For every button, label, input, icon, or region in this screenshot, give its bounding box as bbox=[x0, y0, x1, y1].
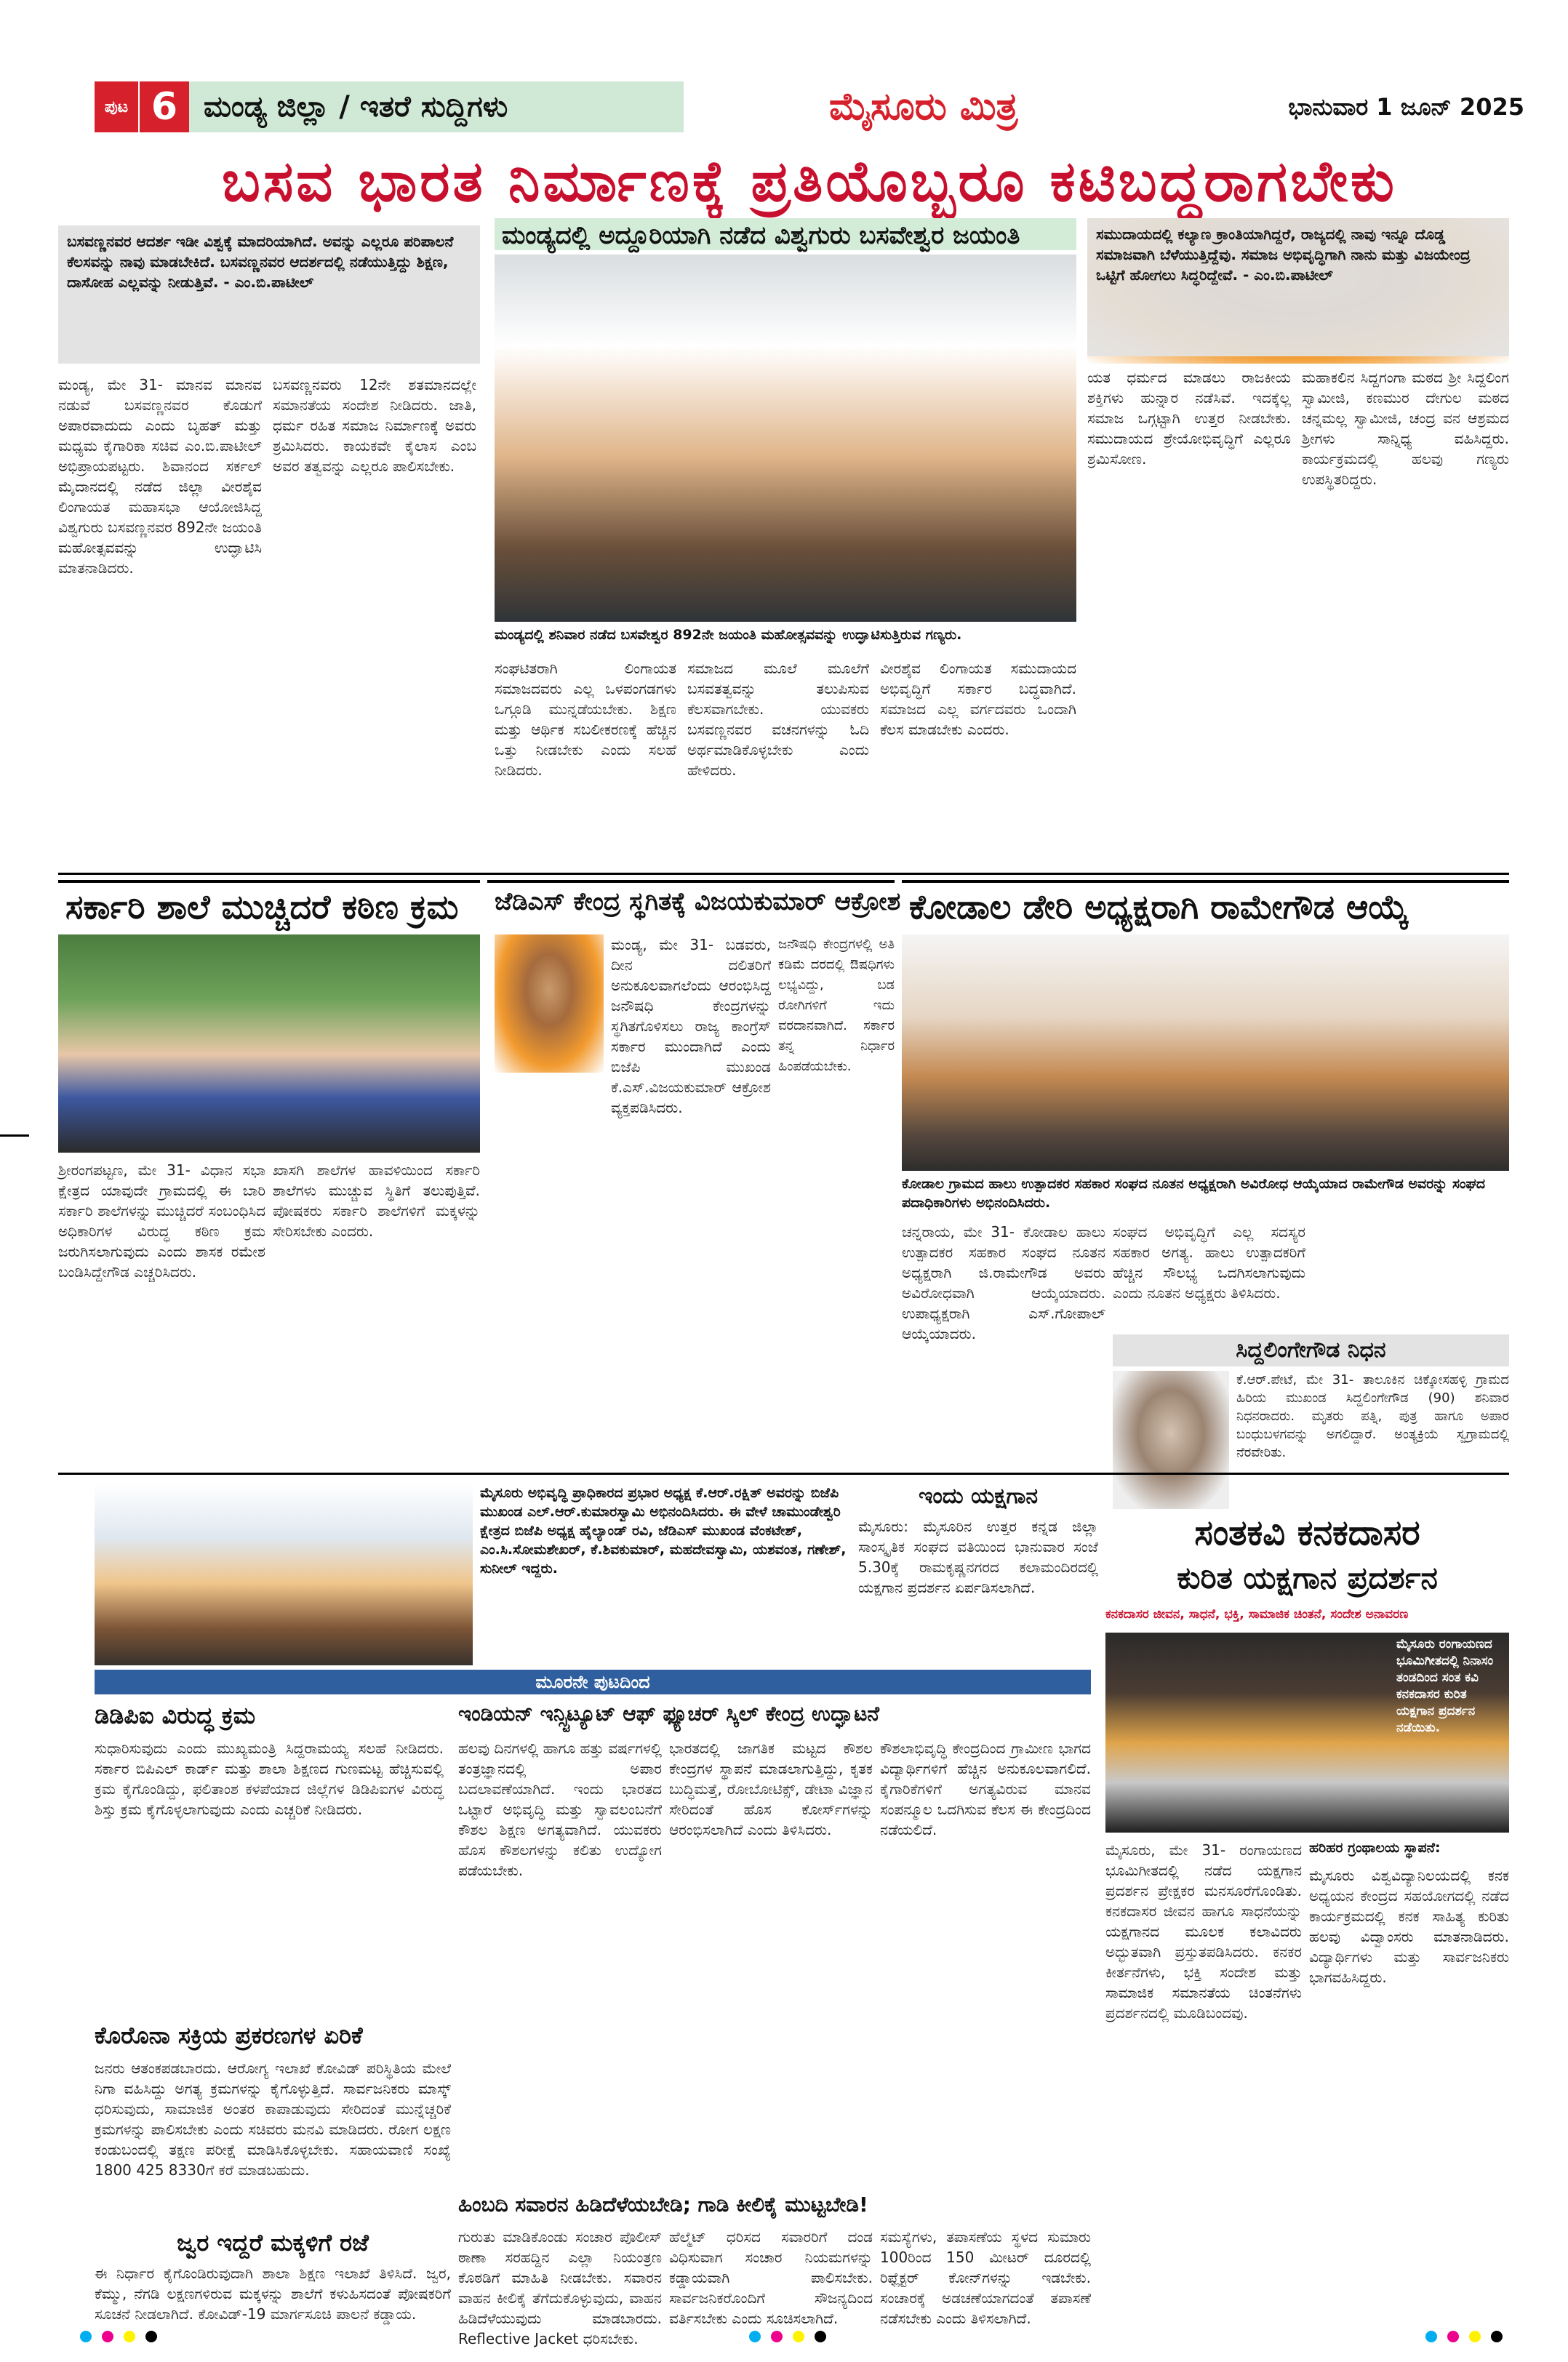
felicitation-caption: ಮೈಸೂರು ಅಭಿವೃದ್ಧಿ ಪ್ರಾಧಿಕಾರದ ಪ್ರಭಾರ ಅಧ್ಯಕ್ಷ ಕೆ.ಆರ್.ರಕ್ಷಿತ್ ಅವರನ್ನು ಬಿಜೆಪಿ ಮುಖಂಡ ಎಲ್.ಆರ್.ಕುಮಾರಸ್ವಾಮಿ ಅಭಿನಂದಿಸಿದರು. ಈ ವೇಳೆ ಚಾಮುಂಡೇಶ್ವರಿ ಕ್ಷೇತ್ರದ ಬಿಜೆಪಿ ಅಧ್ಯಕ್ಷ ಹೈಲ್ಯಾಂಡ್ ರವಿ, ಜೆಡಿಎಸ್ ಮುಖಂಡ ವೆಂಕಟೇಶ್, ಎಂ.ಸಿ.ಸೋಮಶೇಖರ್, ಕೆ.ಶಿವಕುಮಾರ್, ಮಹದೇವಸ್ವಾಮಿ, ಯಶವಂತ, ಗಣೇಶ್, ಸುನೀಲ್ ಇದ್ದರು. bbox=[480, 1485, 847, 1577]
kanakadasa-body: ಮೈಸೂರು, ಮೇ 31- ರಂಗಾಯಣದ ಭೂಮಿಗೀತದಲ್ಲಿ ನಡೆದ ಯಕ್ಷಗಾನ ಪ್ರದರ್ಶನ ಪ್ರೇಕ್ಷಕರ ಮನಸೂರೆಗೊಂಡಿತು. ಕನಕದಾಸರ ಜೀವನ ಹಾಗೂ ಸಾಧನೆಯನ್ನು ಯಕ್ಷಗಾನದ ಮೂಲಕ ಕಲಾವಿದರು ಅದ್ಭುತವಾಗಿ ಪ್ರಸ್ತುತಪಡಿಸಿದರು. ಕನಕರ ಕೀರ್ತನೆಗಳು, ಭಕ್ತಿ ಸಂದೇಶ ಮತ್ತು ಸಾಮಾಜಿಕ ಸಮಾನತೆಯ ಚಿಂತನೆಗಳು ಪ್ರದರ್ಶನದಲ್ಲಿ ಮೂಡಿಬಂದವು. bbox=[1105, 1841, 1302, 2022]
main-headline: ಬಸವ ಭಾರತ ನಿರ್ಮಾಣಕ್ಕೆ ಪ್ರತಿಯೊಬ್ಬರೂ ಕಟಿಬದ್ಧರಾಗಬೇಕು bbox=[222, 148, 1397, 215]
main-photo-caption: ಮಂಡ್ಯದಲ್ಲಿ ಶನಿವಾರ ನಡೆದ ಬಸವೇಶ್ವರ 892ನೇ ಜಯಂತಿ ಮಹೋತ್ಸವವನ್ನು ಉದ್ಘಾಟಿಸುತ್ತಿರುವ ಗಣ್ಯರು. bbox=[495, 627, 962, 643]
institute-story-col-3: ಕೌಶಲಾಭಿವೃದ್ಧಿ ಕೇಂದ್ರದಿಂದ ಗ್ರಾಮೀಣ ಭಾಗದ ವಿದ್ಯಾರ್ಥಿಗಳಿಗೆ ಹೆಚ್ಚಿನ ಅನುಕೂಲವಾಗಲಿದೆ. ಕೈಗಾರಿಕೆಗಳಿಗೆ ಅಗತ್ಯವಿರುವ ಮಾನವ ಸಂಪನ್ಮೂಲ ಒದಗಿಸುವ ಕೆಲಸ ಈ ಕೇಂದ್ರದಿಂದ ನಡೆಯಲಿದೆ. bbox=[880, 1740, 1091, 1838]
registration-dots bbox=[1425, 2331, 1503, 2342]
institute-story-col-1: ಹಲವು ದಿನಗಳಲ್ಲಿ ಹಾಗೂ ಹತ್ತು ವರ್ಷಗಳಲ್ಲಿ ತಂತ್ರಜ್ಞಾನದಲ್ಲಿ ಅಪಾರ ಬದಲಾವಣೆಯಾಗಿದೆ. ಇಂದು ಭಾರತದ ಒಟ್ಟಾರೆ ಅಭಿವೃದ್ಧಿ ಮತ್ತು ಸ್ವಾವಲಂಬನೆಗೆ ಕೌಶಲ ಶಿಕ್ಷಣ ಅಗತ್ಯವಾಗಿದೆ. ಯುವಕರು ಹೊಸ ಕೌಶಲಗಳನ್ನು ಕಲಿತು ಉದ್ಯೋಗ ಪಡೆಯಬೇಕು. bbox=[458, 1740, 663, 1879]
main-story-col-5: ವೀರಶೈವ ಲಿಂಗಾಯತ ಸಮುದಾಯದ ಅಭಿವೃದ್ಧಿಗೆ ಸರ್ಕಾರ ಬದ್ಧವಾಗಿದೆ. ಸಮಾಜದ ಎಲ್ಲ ವರ್ಗದವರು ಒಂದಾಗಿ ಕೆಲಸ ಮಾಡಬೇಕು ಎಂದರು. bbox=[880, 660, 1076, 738]
school-children-photo bbox=[58, 934, 480, 1153]
dairy-photo-caption: ಕೋಡಾಲ ಗ್ರಾಮದ ಹಾಲು ಉತ್ಪಾದಕರ ಸಹಕಾರ ಸಂಘದ ನೂತನ ಅಧ್ಯಕ್ಷರಾಗಿ ಅವಿರೋಧ ಆಯ್ಕೆಯಾದ ರಾಮೇಗೌಡ ಅವರನ್ನು ಸಂಘದ ಪದಾಧಿಕಾರಿಗಳು ಅಭಿನಂದಿಸಿದರು. bbox=[902, 1176, 1486, 1211]
school-story-col-2: ಖಾಸಗಿ ಶಾಲೆಗಳ ಹಾವಳಿಯಿಂದ ಸರ್ಕಾರಿ ಶಾಲೆಗಳು ಮುಚ್ಚುವ ಸ್ಥಿತಿಗೆ ತಲುಪುತ್ತಿವೆ. ಪೋಷಕರು ಸರ್ಕಾರಿ ಶಾಲೆಗಳಿಗೆ ಮಕ್ಕಳನ್ನು ಸೇರಿಸಬೇಕು ಎಂದರು. bbox=[273, 1161, 480, 1240]
dateline: ಭಾನುವಾರ 1 ಜೂನ್ 2025 bbox=[1288, 92, 1524, 121]
ddpi-story-body: ಸುಧಾರಿಸುವುದು ಎಂದು ಮುಖ್ಯಮಂತ್ರಿ ಸಿದ್ದರಾಮಯ್ಯ ಸಲಹೆ ನೀಡಿದರು. ಸರ್ಕಾರ ಬಿಪಿಎಲ್ ಕಾರ್ಡ್ ಮತ್ತು ಶಾಲಾ ಶಿಕ್ಷಣದ ಗುಣಮಟ್ಟ ಹೆಚ್ಚಿಸುವಲ್ಲಿ ಕ್ರಮ ಕೈಗೊಂಡಿದ್ದು, ಫಲಿತಾಂಶ ಕಳಪೆಯಾದ ಜಿಲ್ಲೆಗಳ ಡಿಡಿಪಿಐಗಳ ವಿರುದ್ಧ ಶಿಸ್ತು ಕ್ರಮ ಕೈಗೊಳ್ಳಲಾಗುವುದು ಎಂದು ಎಚ್ಚರಿಕೆ ನೀಡಿದರು. bbox=[95, 1740, 444, 1818]
newspaper-brand: ಮೈಸೂರು ಮಿತ್ರ bbox=[829, 84, 1018, 129]
main-photo-title: ಮಂಡ್ಯದಲ್ಲಿ ಅದ್ದೂರಿಯಾಗಿ ನಡೆದ ವಿಶ್ವಗುರು ಬಸವೇಶ್ವರ ಜಯಂತಿ bbox=[495, 218, 1076, 250]
divider bbox=[58, 1473, 1509, 1475]
main-story-col-7: ಮಹಾಕಲಿನ ಸಿದ್ದಗಂಗಾ ಮಠದ ಶ್ರೀ ಸಿದ್ದಲಿಂಗ ಸ್ವಾಮೀಜಿ, ಕಣಮುರ ದೇಗುಲ ಮಠದ ಚನ್ನಮಲ್ಲ ಸ್ವಾಮೀಜಿ, ಚಂದ್ರ ವನ ಆಶ್ರಮದ ಶ್ರೀಗಳು ಸಾನ್ನಿಧ್ಯ ವಹಿಸಿದ್ದರು. ಕಾರ್ಯಕ್ರಮದಲ್ಲಿ ಹಲವು ಗಣ್ಯರು ಉಪಸ್ಥಿತರಿದ್ದರು. bbox=[1302, 369, 1509, 488]
yakshagana-today-body: ಮೈಸೂರು: ಮೈಸೂರಿನ ಉತ್ತರ ಕನ್ನಡ ಜಿಲ್ಲಾ ಸಾಂಸ್ಕೃತಿಕ ಸಂಘದ ವತಿಯಿಂದ ಭಾನುವಾರ ಸಂಜೆ 5.30ಕ್ಕೆ ರಾಮಕೃಷ್ಣನಗರದ ಕಲಾಮಂದಿರದಲ್ಲಿ ಯಕ್ಷಗಾನ ಪ್ರದರ್ಶನ ಏರ್ಪಡಿಸಲಾಗಿದೆ. bbox=[858, 1518, 1098, 1596]
helmet-story-title: ಹಿಂಬದಿ ಸವಾರನ ಹಿಡಿದೆಳೆಯಬೇಡಿ; ಗಾಡಿ ಕೀಲಿಕೈ ಮುಟ್ಟಬೇಡಿ! bbox=[458, 2193, 868, 2217]
institute-story-col-2: ಭಾರತದಲ್ಲಿ ಜಾಗತಿಕ ಮಟ್ಟದ ಕೌಶಲ ಕೇಂದ್ರಗಳ ಸ್ಥಾಪನೆ ಮಾಡಲಾಗುತ್ತಿದ್ದು, ಕೃತಕ ಬುದ್ಧಿಮತ್ತೆ, ರೋಬೋಟಿಕ್ಸ್, ಡೇಟಾ ವಿಜ್ಞಾನ ಸೇರಿದಂತೆ ಹೊಸ ಕೋರ್ಸ್‌ಗಳನ್ನು ಆರಂಭಿಸಲಾಗಿದೆ ಎಂದು ತಿಳಿಸಿದರು. bbox=[669, 1740, 873, 1838]
masthead bbox=[95, 81, 1524, 132]
corona-story-body: ಜನರು ಆತಂಕಪಡಬಾರದು. ಆರೋಗ್ಯ ಇಲಾಖೆ ಕೋವಿಡ್ ಪರಿಸ್ಥಿತಿಯ ಮೇಲೆ ನಿಗಾ ವಹಿಸಿದ್ದು ಅಗತ್ಯ ಕ್ರಮಗಳನ್ನು ಕೈಗೊಳ್ಳುತ್ತಿದೆ. ಸಾರ್ವಜನಿಕರು ಮಾಸ್ಕ್ ಧರಿಸುವುದು, ಸಾಮಾಜಿಕ ಅಂತರ ಕಾಪಾಡುವುದು ಸೇರಿದಂತೆ ಮುನ್ನೆಚ್ಚರಿಕೆ ಕ್ರಮಗಳನ್ನು ಪಾಲಿಸಬೇಕು ಎಂದು ಸಚಿವರು ಮನವಿ ಮಾಡಿದರು. ರೋಗ ಲಕ್ಷಣ ಕಂಡುಬಂದಲ್ಲಿ ತಕ್ಷಣ ಪರೀಕ್ಷೆ ಮಾಡಿಸಿಕೊಳ್ಳಬೇಕು. ಸಹಾಯವಾಣಿ ಸಂಖ್ಯೆ 1800 425 8330ಗೆ ಕರೆ ಮಾಡಬಹುದು. bbox=[95, 2059, 451, 2179]
jds-story-title: ಜೆಡಿಎಸ್ ಕೇಂದ್ರ ಸ್ಥಗಿತಕ್ಕೆ ವಿಜಯಕುಮಾರ್ ಆಕ್ರೋಶ bbox=[487, 880, 895, 931]
kanakadasa-subtitle: ಕನಕದಾಸರ ಜೀವನ, ಸಾಧನೆ, ಭಕ್ತಿ, ಸಾಮಾಜಿಕ ಚಿಂತನೆ, ಸಂದೇಶ ಅನಾವರಣ bbox=[1105, 1607, 1409, 1622]
kanakadasa-title-line-2: ಕುರಿತ ಯಕ್ಷಗಾನ ಪ್ರದರ್ಶನ bbox=[1177, 1560, 1438, 1596]
registration-dots bbox=[749, 2331, 826, 2342]
main-event-photo bbox=[495, 255, 1076, 622]
jds-story-col-1: ಮಂಡ್ಯ, ಮೇ 31- ಬಡವರು, ದೀನ ದಲಿತರಿಗೆ ಅನುಕೂಲವಾಗಲೆಂದು ಆರಂಭಿಸಿದ್ದ ಜನೌಷಧಿ ಕೇಂದ್ರಗಳನ್ನು ಸ್ಥಗಿತಗೊಳಿಸಲು ರಾಜ್ಯ ಕಾಂಗ್ರೆಸ್ ಸರ್ಕಾರ ಮುಂದಾಗಿದೆ ಎಂದು ಬಿಜೆಪಿ ಮುಖಂಡ ಕೆ.ಎಸ್.ವಿಜಯಕುಮಾರ್ ಆಕ್ರೋಶ ವ್ಯಕ್ತಪಡಿಸಿದರು. bbox=[611, 936, 771, 1116]
dairy-story-col-1: ಚನ್ನರಾಯ, ಮೇ 31- ಕೋಡಾಲ ಹಾಲು ಉತ್ಪಾದಕರ ಸಹಕಾರ ಸಂಘದ ನೂತನ ಅಧ್ಯಕ್ಷರಾಗಿ ಜಿ.ರಾಮೇಗೌಡ ಅವರು ಅವಿರೋಧವಾಗಿ ಆಯ್ಕೆಯಾದರು. ಉಪಾಧ್ಯಕ್ಷರಾಗಿ ಎಸ್.ಗೋಪಾಲ್ ಆಯ್ಕೆಯಾದರು. bbox=[902, 1223, 1105, 1342]
fever-story-title: ಜ್ವರ ಇದ್ದರೆ ಮಕ್ಕಳಿಗೆ ರಜೆ bbox=[177, 2229, 369, 2257]
main-story-col-1: ಮಂಡ್ಯ, ಮೇ 31- ಮಾನವ ಮಾನವ ನಡುವೆ ಬಸವಣ್ಣನವರ ಕೊಡುಗೆ ಅಪಾರವಾದುದು ಎಂದು ಬೃಹತ್ ಮತ್ತು ಮಧ್ಯಮ ಕೈಗಾರಿಕಾ ಸಚಿವ ಎಂ.ಬಿ.ಪಾಟೀಲ್ ಅಭಿಪ್ರಾಯಪಟ್ಟರು. ಶಿವಾನಂದ ಸರ್ಕಲ್ ಮೈದಾನದಲ್ಲಿ ನಡೆದ ಜಿಲ್ಲಾ ವೀರಶೈವ ಲಿಂಗಾಯತ ಮಹಾಸಭಾ ಆಯೋಜಿಸಿದ್ದ ವಿಶ್ವಗುರು ಬಸವಣ್ಣನವರ 892ನೇ ಜಯಂತಿ ಮಹೋತ್ಸವವನ್ನು ಉದ್ಘಾಟಿಸಿ ಮಾತನಾಡಿದರು. bbox=[58, 376, 262, 577]
fever-story-body: ಈ ನಿರ್ಧಾರ ಕೈಗೊಂಡಿರುವುದಾಗಿ ಶಾಲಾ ಶಿಕ್ಷಣ ಇಲಾಖೆ ತಿಳಿಸಿದೆ. ಜ್ವರ, ಕೆಮ್ಮು, ನೆಗಡಿ ಲಕ್ಷಣಗಳಿರುವ ಮಕ್ಕಳನ್ನು ಶಾಲೆಗೆ ಕಳುಹಿಸದಂತೆ ಪೋಷಕರಿಗೆ ಸೂಚನೆ ನೀಡಲಾಗಿದೆ. ಕೋವಿಡ್-19 ಮಾರ್ಗಸೂಚಿ ಪಾಲನೆ ಕಡ್ಡಾಯ. bbox=[95, 2265, 451, 2323]
section-title: ಮಂಡ್ಯ ಜಿಲ್ಲಾ / ಇತರೆ ಸುದ್ದಿಗಳು bbox=[189, 81, 684, 132]
divider bbox=[58, 873, 1509, 875]
main-story-col-4: ಸಮಾಜದ ಮೂಲೆ ಮೂಲೆಗೆ ಬಸವತತ್ವವನ್ನು ತಲುಪಿಸುವ ಕೆಲಸವಾಗಬೇಕು. ಯುವಕರು ಬಸವಣ್ಣನವರ ವಚನಗಳನ್ನು ಓದಿ ಅರ್ಥಮಾಡಿಕೊಳ್ಳಬೇಕು ಎಂದು ಹೇಳಿದರು. bbox=[687, 660, 869, 779]
library-subhead: ಹರಿಹರ ಗ್ರಂಥಾಲಯ ಸ್ಥಾಪನೆ: bbox=[1309, 1840, 1441, 1856]
vijayakumar-photo bbox=[495, 934, 604, 1073]
school-story-title: ಸರ್ಕಾರಿ ಶಾಲೆ ಮುಚ್ಚಿದರೆ ಕಠಿಣ ಕ್ರಮ bbox=[58, 880, 480, 931]
jds-story-col-2: ಜನೌಷಧಿ ಕೇಂದ್ರಗಳಲ್ಲಿ ಅತಿ ಕಡಿಮೆ ದರದಲ್ಲಿ ಔಷಧಿಗಳು ಲಭ್ಯವಿದ್ದು, ಬಡ ರೋಗಿಗಳಿಗೆ ಇದು ವರದಾನವಾಗಿದೆ. ಸರ್ಕಾರ ತನ್ನ ನಿರ್ಧಾರ ಹಿಂಪಡೆಯಬೇಕು. bbox=[778, 937, 895, 1074]
dairy-committee-photo bbox=[902, 934, 1509, 1171]
dairy-story-title: ಕೋಡಾಲ ಡೇರಿ ಅಧ್ಯಕ್ಷರಾಗಿ ರಾಮೇಗೌಡ ಆಯ್ಕೆ bbox=[902, 880, 1509, 931]
dairy-story-col-2: ಸಂಘದ ಅಭಿವೃದ್ಧಿಗೆ ಎಲ್ಲ ಸದಸ್ಯರ ಸಹಕಾರ ಅಗತ್ಯ. ಹಾಲು ಉತ್ಪಾದಕರಿಗೆ ಹೆಚ್ಚಿನ ಸೌಲಭ್ಯ ಒದಗಿಸಲಾಗುವುದು ಎಂದು ನೂತನ ಅಧ್ಯಕ್ಷರು ತಿಳಿಸಿದರು. bbox=[1113, 1223, 1305, 1302]
lead-quote-left: ಬಸವಣ್ಣನವರ ಆದರ್ಶ ಇಡೀ ವಿಶ್ವಕ್ಕೆ ಮಾದರಿಯಾಗಿದೆ. ಅವನ್ನು ಎಲ್ಲರೂ ಪರಿಪಾಲನೆ ಕೆಲಸವನ್ನು ನಾವು ಮಾಡಬೇಕಿದೆ. ಬಸವಣ್ಣನವರ ಆದರ್ಶದಲ್ಲಿ ನಡೆಯುತ್ತಿದ್ದು ಶಿಕ್ಷಣ, ದಾಸೋಹ ಎಲ್ಲವನ್ನು ನೀಡುತ್ತಿವೆ. - ಎಂ.ಬಿ.ಪಾಟೀಲ್ bbox=[58, 225, 480, 364]
helmet-story-col-1: ಗುರುತು ಮಾಡಿಕೊಂಡು ಸಂಚಾರ ಪೊಲೀಸ್ ಠಾಣಾ ಸರಹದ್ದಿನ ಎಲ್ಲಾ ನಿಯಂತ್ರಣ ಕೊಠಡಿಗೆ ಮಾಹಿತಿ ನೀಡಬೇಕು. ಸವಾರನ ವಾಹನ ಕೀಲಿಕೈ ತೆಗೆದುಕೊಳ್ಳುವುದು, ವಾಹನ ಹಿಡಿದೆಳೆಯುವುದು ಮಾಡಬಾರದು. Reflective Jacket ಧರಿಸಬೇಕು. bbox=[458, 2228, 662, 2347]
kanakadasa-body-2: ಮೈಸೂರು ವಿಶ್ವವಿದ್ಯಾನಿಲಯದಲ್ಲಿ ಕನಕ ಅಧ್ಯಯನ ಕೇಂದ್ರದ ಸಹಯೋಗದಲ್ಲಿ ನಡೆದ ಕಾರ್ಯಕ್ರಮದಲ್ಲಿ ಕನಕ ಸಾಹಿತ್ಯ ಕುರಿತು ಹಲವು ವಿದ್ವಾಂಸರು ಮಾತನಾಡಿದರು. ವಿದ್ಯಾರ್ಥಿಗಳು ಮತ್ತು ಸಾರ್ವಜನಿಕರು ಭಾಗವಹಿಸಿದ್ದರು. bbox=[1309, 1867, 1509, 1986]
obituary-title: ಸಿದ್ದಲಿಂಗೇಗೌಡ ನಿಧನ bbox=[1113, 1334, 1509, 1366]
helmet-story-col-2: ಹೆಲ್ಮೆಟ್ ಧರಿಸದ ಸವಾರರಿಗೆ ದಂಡ ವಿಧಿಸುವಾಗ ಸಂಚಾರ ನಿಯಮಗಳನ್ನು ಕಡ್ಡಾಯವಾಗಿ ಪಾಲಿಸಬೇಕು. ಸಾರ್ವಜನಿಕರೊಂದಿಗೆ ಸೌಜನ್ಯದಿಂದ ವರ್ತಿಸಬೇಕು ಎಂದು ಸೂಚಿಸಲಾಗಿದೆ. bbox=[669, 2228, 873, 2327]
registration-dots bbox=[80, 2331, 157, 2342]
obituary-photo bbox=[1113, 1371, 1229, 1509]
yakshagana-photo-caption: ಮೈಸೂರು ರಂಗಾಯಣದ ಭೂಮಿಗೀತದಲ್ಲಿ ನಿನಾಸಂ ತಂಡದಿಂದ ಸಂತ ಕವಿ ಕನಕದಾಸರ ಕುರಿತ ಯಕ್ಷಗಾನ ಪ್ರದರ್ಶನ ನಡೆಯಿತು. bbox=[1396, 1637, 1494, 1735]
obituary-body: ಕೆ.ಆರ್.ಪೇಟೆ, ಮೇ 31- ತಾಲೂಕಿನ ಚಿಕ್ಕೋಸಹಳ್ಳಿ ಗ್ರಾಮದ ಹಿರಿಯ ಮುಖಂಡ ಸಿದ್ದಲಿಂಗೇಗೌಡ (90) ಶನಿವಾರ ನಿಧನರಾದರು. ಮೃತರು ಪತ್ನಿ, ಪುತ್ರ ಹಾಗೂ ಅಪಾರ ಬಂಧುಬಳಗವನ್ನು ಅಗಲಿದ್ದಾರೆ. ಅಂತ್ಯಕ್ರಿಯೆ ಸ್ವಗ್ರಾಮದಲ್ಲಿ ನೆರವೇರಿತು. bbox=[1236, 1372, 1509, 1460]
helmet-story-col-3: ಸಮಸ್ಯೆಗಳು, ತಪಾಸಣೆಯ ಸ್ಥಳದ ಸುಮಾರು 100ರಿಂದ 150 ಮೀಟರ್ ದೂರದಲ್ಲಿ ರಿಫ್ಲೆಕ್ಟರ್ ಕೋನ್‌ಗಳನ್ನು ಇಡಬೇಕು. ಸಂಚಾರಕ್ಕೆ ಅಡಚಣೆಯಾಗದಂತೆ ತಪಾಸಣೆ ನಡೆಸಬೇಕು ಎಂದು ತಿಳಿಸಲಾಗಿದೆ. bbox=[880, 2228, 1091, 2327]
margin-mark bbox=[0, 1134, 29, 1137]
main-story-col-6: ಯತ ಧರ್ಮದ ಮಾಡಲು ರಾಜಕೀಯ ಶಕ್ತಿಗಳು ಹುನ್ನಾರ ನಡೆಸಿವೆ. ಇದಕ್ಕೆಲ್ಲ ಸಮಾಜ ಒಗ್ಗಟ್ಟಾಗಿ ಉತ್ತರ ನೀಡಬೇಕು. ಸಮುದಾಯದ ಶ್ರೇಯೋಭಿವೃದ್ಧಿಗೆ ಎಲ್ಲರೂ ಶ್ರಮಿಸೋಣ. bbox=[1087, 369, 1291, 468]
felicitation-photo bbox=[95, 1484, 473, 1665]
page-label: ಪುಟ bbox=[95, 81, 138, 132]
lead-quote-right: ಸಮುದಾಯದಲ್ಲಿ ಕಲ್ಯಾಣ ಕ್ರಾಂತಿಯಾಗಿದ್ದರೆ, ರಾಜ್ಯದಲ್ಲಿ ನಾವು ಇನ್ನೂ ದೊಡ್ಡ ಸಮಾಜವಾಗಿ ಬೆಳೆಯುತ್ತಿದ್ದೆವು. ಸಮಾಜ ಅಭಿವೃದ್ಧಿಗಾಗಿ ನಾನು ಮತ್ತು ವಿಜಯೇಂದ್ರ ಒಟ್ಟಿಗೆ ಹೋಗಲು ಸಿದ್ಧರಿದ್ದೇವೆ. - ಎಂ.ಬಿ.ಪಾಟೀಲ್ bbox=[1087, 218, 1509, 356]
main-story-col-3: ಸಂಘಟಿತರಾಗಿ ಲಿಂಗಾಯತ ಸಮಾಜದವರು ಎಲ್ಲ ಒಳಪಂಗಡಗಳು ಒಗ್ಗೂಡಿ ಮುನ್ನಡೆಯಬೇಕು. ಶಿಕ್ಷಣ ಮತ್ತು ಆರ್ಥಿಕ ಸಬಲೀಕರಣಕ್ಕೆ ಹೆಚ್ಚಿನ ಒತ್ತು ನೀಡಬೇಕು ಎಂದು ಸಲಹೆ ನೀಡಿದರು. bbox=[495, 660, 676, 779]
main-story-col-2: ಬಸವಣ್ಣನವರು 12ನೇ ಶತಮಾನದಲ್ಲೇ ಸಮಾನತೆಯ ಸಂದೇಶ ನೀಡಿದರು. ಜಾತಿ, ಧರ್ಮ ರಹಿತ ಸಮಾಜ ನಿರ್ಮಾಣಕ್ಕೆ ಅವರು ಶ್ರಮಿಸಿದರು. ಕಾಯಕವೇ ಕೈಲಾಸ ಎಂಬ ಅವರ ತತ್ವವನ್ನು ಎಲ್ಲರೂ ಪಾಲಿಸಬೇಕು. bbox=[273, 376, 476, 475]
ddpi-story-title: ಡಿಡಿಪಿಐ ವಿರುದ್ಧ ಕ್ರಮ bbox=[95, 1702, 256, 1729]
institute-story-title: ಇಂಡಿಯನ್ ಇನ್ಸ್ಟಿಟ್ಯೂಟ್ ಆಫ್ ಫ್ಯೂಚರ್ ಸ್ಕಿಲ್ ಕೇಂದ್ರ ಉದ್ಘಾಟನೆ bbox=[458, 1702, 880, 1726]
continued-from-page-3: ಮೂರನೇ ಪುಟದಿಂದ bbox=[95, 1670, 1091, 1694]
corona-story-title: ಕೊರೊನಾ ಸಕ್ರಿಯ ಪ್ರಕರಣಗಳ ಏರಿಕೆ bbox=[95, 2022, 363, 2049]
school-story-col-1: ಶ್ರೀರಂಗಪಟ್ಟಣ, ಮೇ 31- ವಿಧಾನ ಸಭಾ ಕ್ಷೇತ್ರದ ಯಾವುದೇ ಗ್ರಾಮದಲ್ಲಿ ಈ ಬಾರಿ ಸರ್ಕಾರಿ ಶಾಲೆಗಳನ್ನು ಮುಚ್ಚಿದರೆ ಸಂಬಂಧಿಸಿದ ಅಧಿಕಾರಿಗಳ ವಿರುದ್ಧ ಕಠಿಣ ಕ್ರಮ ಜರುಗಿಸಲಾಗುವುದು ಎಂದು ಶಾಸಕ ರಮೇಶ ಬಂಡಿಸಿದ್ದೇಗೌಡ ಎಚ್ಚರಿಸಿದರು. bbox=[58, 1161, 265, 1281]
kanakadasa-title-line-1: ಸಂತಕವಿ ಕನಕದಾಸರ bbox=[1194, 1513, 1420, 1553]
yakshagana-today-title: ಇಂದು ಯಕ್ಷಗಾನ bbox=[918, 1484, 1039, 1509]
page-number: 6 bbox=[138, 81, 189, 132]
